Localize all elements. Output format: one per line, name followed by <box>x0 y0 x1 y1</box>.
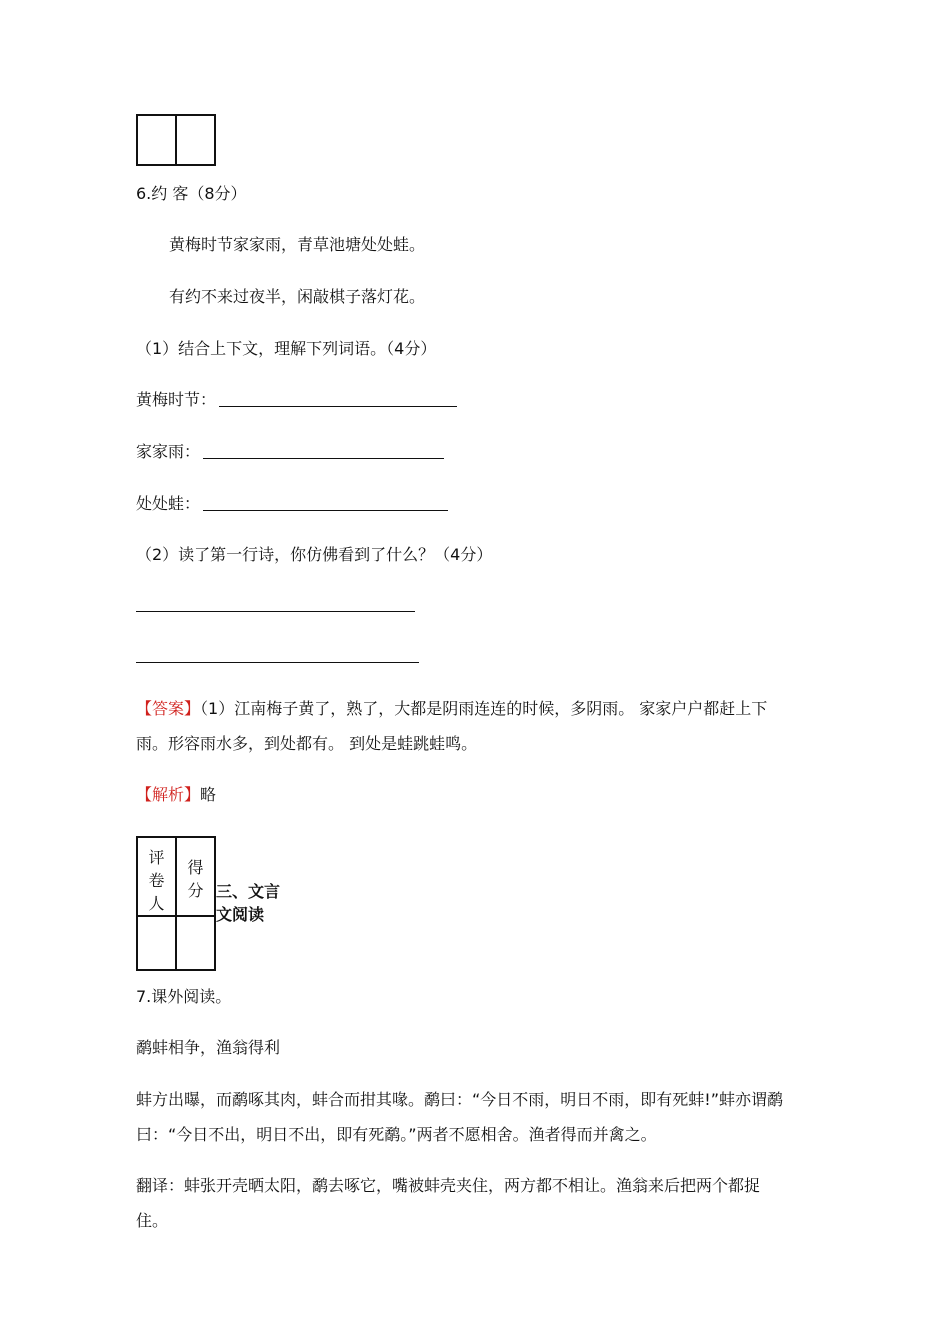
score-cell <box>176 837 215 916</box>
q6-poem-line-2: 有约不来过夜半，闲敲棋子落灯花。 <box>169 287 426 306</box>
q6-term-2-answer-line[interactable] <box>203 458 444 459</box>
reviewer-label: 评卷人 <box>148 848 165 913</box>
q6-sub-question-1: （1）结合上下文，理解下列词语。（4分） <box>136 339 437 358</box>
q6-term-3-label: 处处蛙： <box>136 494 201 513</box>
q6-term-1-answer-line[interactable] <box>219 406 457 407</box>
q6-answer-line-2: 雨。形容雨水多，到处都有。 到处是蛙跳蛙鸣。 <box>136 734 478 753</box>
answer-text-1: （1）江南梅子黄了，熟了，大都是阴雨连连的时候，多阴雨。 家家户户都赶上下 <box>200 699 768 718</box>
score-input-cell[interactable] <box>176 916 215 970</box>
analysis-tag: 【解析】 <box>136 785 201 804</box>
q6-term-2-label: 家家雨： <box>136 442 201 461</box>
q6-poem-line-1: 黄梅时节家家雨，青草池塘处处蛙。 <box>169 235 426 254</box>
q6-analysis <box>136 784 216 806</box>
score-grid-top-cell-2 <box>176 115 215 165</box>
reviewer-cell <box>137 837 176 916</box>
q6-answer-line-1 <box>136 698 767 720</box>
section-title-line-2: 文阅读 <box>216 905 265 924</box>
score-grid-top <box>136 114 216 166</box>
q7-text-line-2: 曰：“今日不出，明日不出，即有死鹬。”两者不愿相舍。渔者得而并禽之。 <box>136 1125 657 1144</box>
reviewer-input-cell[interactable] <box>137 916 176 970</box>
q6-sub2-answer-line-2[interactable] <box>136 662 419 663</box>
q7-text-line-1: 蚌方出曝，而鹬啄其肉，蚌合而拑其喙。鹬曰：“今日不雨，明日不雨，即有死蚌!”蚌亦谓鹬 <box>136 1090 783 1109</box>
q6-title: 6.约 客（8分） <box>136 184 247 203</box>
q7-translation-line-1: 翻译：蚌张开壳晒太阳，鹬去啄它，嘴被蚌壳夹住，两方都不相让。渔翁来后把两个都捉 <box>136 1176 761 1195</box>
score-label: 得分 <box>187 858 204 900</box>
answer-tag: 【答案】 <box>136 699 201 718</box>
q6-term-1-label: 黄梅时节： <box>136 390 217 409</box>
section-score-box <box>136 836 216 971</box>
q6-sub2-answer-line-1[interactable] <box>136 611 415 612</box>
analysis-text: 略 <box>200 785 217 804</box>
q7-subtitle: 鹬蚌相争，渔翁得利 <box>136 1038 281 1057</box>
q7-title: 7.课外阅读。 <box>136 987 232 1006</box>
q7-translation-line-2: 住。 <box>136 1211 169 1230</box>
section-title-line-1: 三、文言 <box>216 882 281 901</box>
q6-term-3-answer-line[interactable] <box>203 510 448 511</box>
q6-sub-question-2: （2）读了第一行诗，你仿佛看到了什么？（4分） <box>136 545 493 564</box>
score-grid-top-cell-1 <box>137 115 176 165</box>
